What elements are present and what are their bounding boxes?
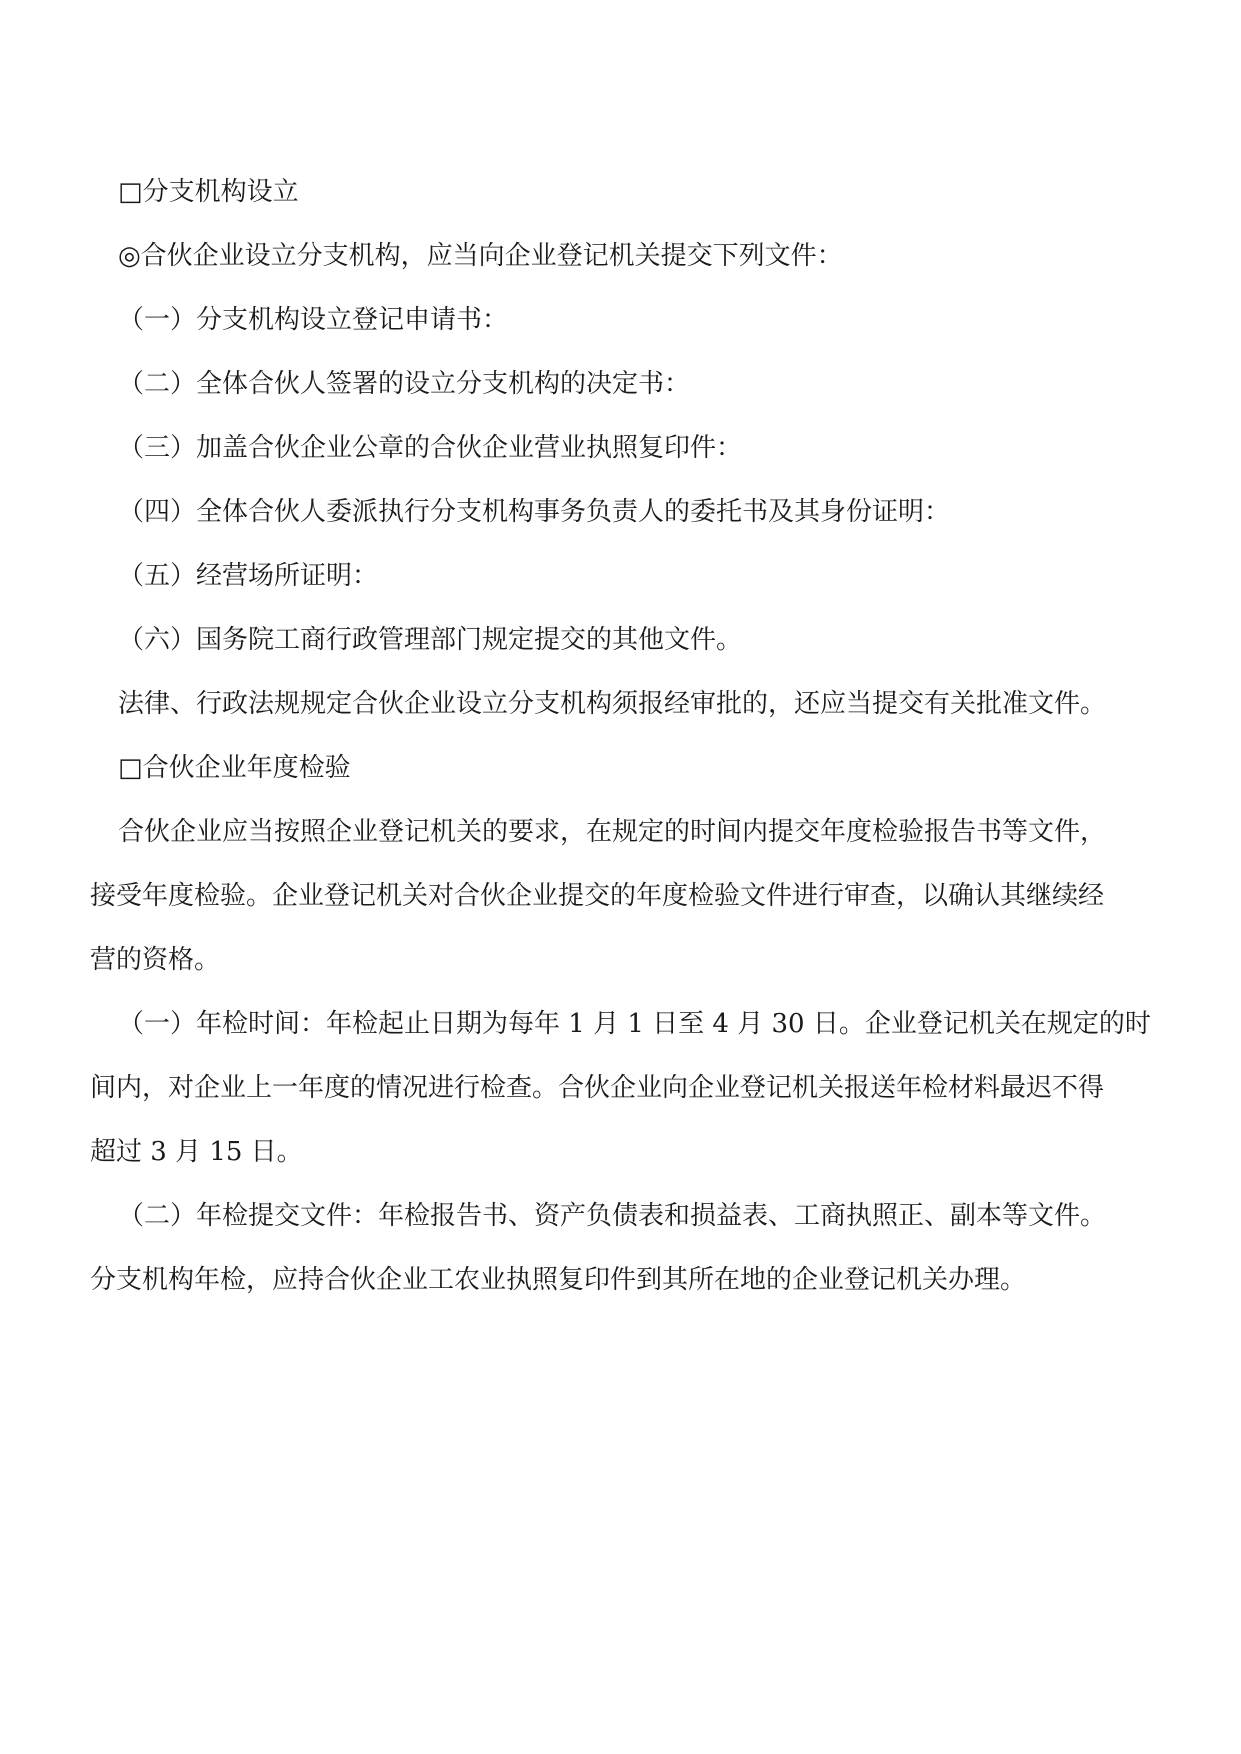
- inspection-time-paragraph: [90, 992, 1150, 1184]
- paragraph-line: （一）年检时间：年检起止日期为每年 1 月 1 日至 4 月 30 日。企业登记机关在规定的时: [118, 1009, 1151, 1039]
- list-item: （六）国务院工商行政管理部门规定提交的其他文件。: [118, 625, 743, 655]
- list-item: （一）分支机构设立登记申请书：: [118, 305, 509, 335]
- list-item: （五）经营场所证明：: [118, 561, 379, 591]
- paragraph-line: 合伙企业应当按照企业登记机关的要求，在规定的时间内提交年度检验报告书等文件，: [118, 817, 1107, 847]
- list-item: （三）加盖合伙企业公章的合伙企业营业执照复印件：: [118, 433, 743, 463]
- section-heading-annual-inspection: □合伙企业年度检验: [118, 753, 351, 783]
- paragraph-line: 接受年度检验。企业登记机关对合伙企业提交的年度检验文件进行审查，以确认其继续经: [90, 881, 1105, 911]
- document-body: [90, 160, 1150, 1312]
- list-item: （二）全体合伙人签署的设立分支机构的决定书：: [118, 369, 691, 399]
- inspection-documents-paragraph: [90, 1184, 1150, 1312]
- paragraph-line: 超过 3 月 15 日。: [90, 1137, 303, 1167]
- list-item: （四）全体合伙人委派执行分支机构事务负责人的委托书及其身份证明：: [118, 497, 951, 527]
- paragraph-line: 营的资格。: [90, 945, 221, 975]
- section-heading-branch-setup: □分支机构设立: [118, 177, 299, 207]
- branch-setup-note: 法律、行政法规规定合伙企业设立分支机构须报经审批的，还应当提交有关批准文件。: [118, 689, 1107, 719]
- paragraph-line: 分支机构年检，应持合伙企业工农业执照复印件到其所在地的企业登记机关办理。: [90, 1265, 1027, 1295]
- branch-setup-intro: ◎合伙企业设立分支机构，应当向企业登记机关提交下列文件：: [118, 241, 843, 271]
- paragraph-line: 间内，对企业上一年度的情况进行检查。合伙企业向企业登记机关报送年检材料最迟不得: [90, 1073, 1105, 1103]
- annual-inspection-paragraph: [90, 800, 1150, 992]
- paragraph-line: （二）年检提交文件：年检报告书、资产负债表和损益表、工商执照正、副本等文件。: [118, 1201, 1107, 1231]
